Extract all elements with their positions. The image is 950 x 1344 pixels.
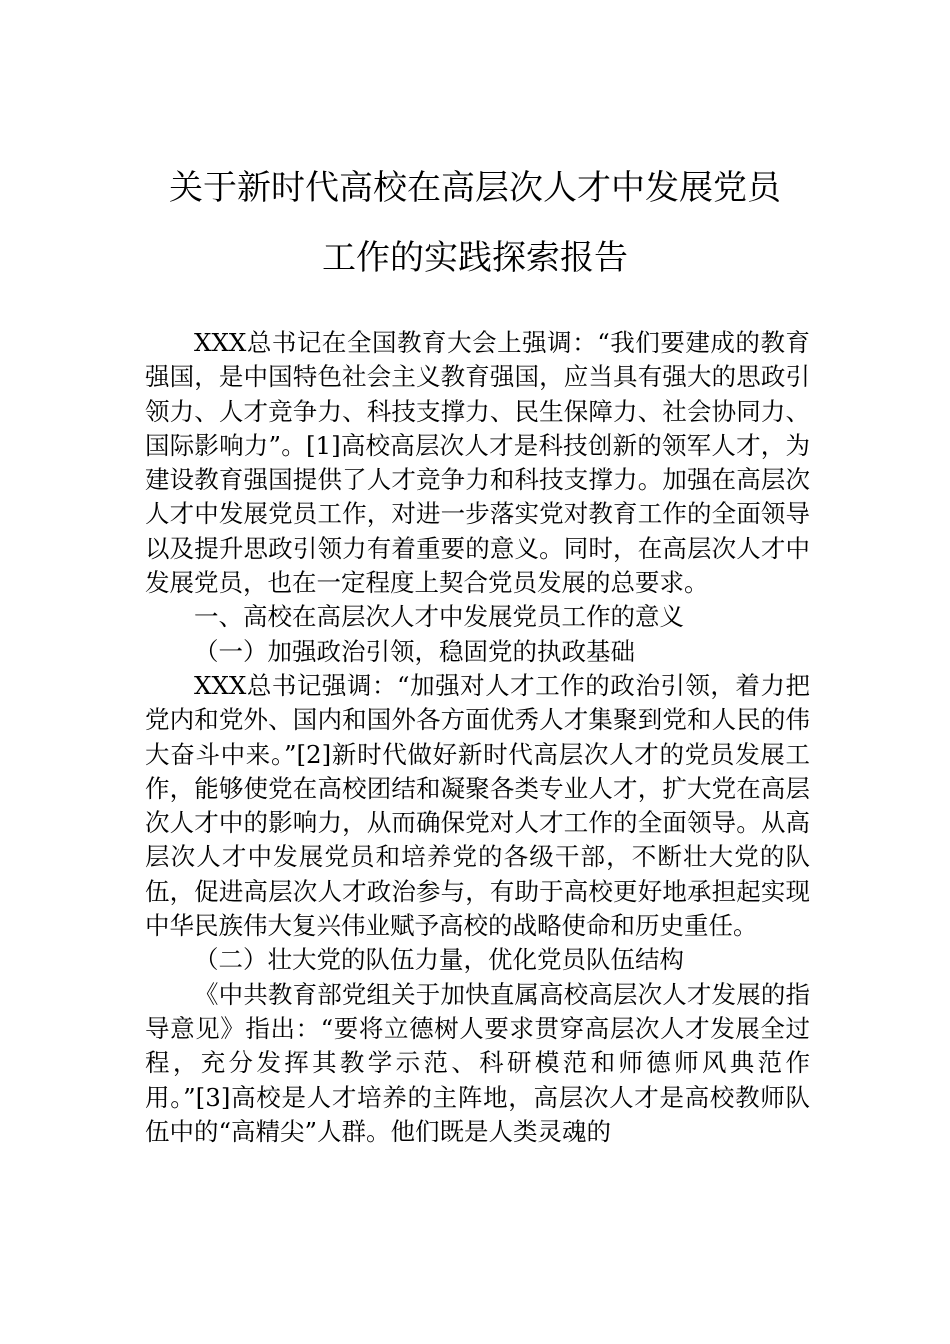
paragraph-political-guidance: XXX总书记强调：“加强对人才工作的政治引领，着力把党内和党外、国内和国外各方面优秀人才集聚到党和人民的伟大奋斗中来。”[2]新时代做好新时代高层次人才的党员发展工作，能够使党在高校团结和凝聚各类专业人才，扩大党在高层次人才中的影响力，从而确保党对人才工作的全面领导。从高层次人才中发展党员和培养党的各级干部，不断壮大党的队伍，促进高层次人才政治参与，有助于高校更好地承担起实现中华民族伟大复兴伟业赋予高校的战略使命和历史重任。 <box>145 670 810 941</box>
subsection-heading-2: （二）壮大党的队伍力量，优化党员队伍结构 <box>194 945 684 975</box>
paragraph-team-strength: 《中共教育部党组关于加快直属高校高层次人才发展的指导意见》指出：“要将立德树人要求贯穿高层次人才发展全过程，充分发挥其教学示范、科研模范和师德师风典范作用。”[3]高校是人才培养的主阵地，高层次人才是高校教师队伍中的“高精尖”人群。他们既是人类灵魂的 <box>145 979 810 1146</box>
document-title-line-1: 关于新时代高校在高层次人才中发展党员 <box>169 168 781 208</box>
document-title-line-2: 工作的实践探索报告 <box>322 238 628 278</box>
section-heading-1: 一、高校在高层次人才中发展党员工作的意义 <box>194 602 684 632</box>
paragraph-intro: XXX总书记在全国教育大会上强调：“我们要建成的教育强国，是中国特色社会主义教育强国，应当具有强大的思政引领力、人才竞争力、科技支撑力、民生保障力、社会协同力、国际影响力”。[1]高校高层次人才是科技创新的领军人才，为建设教育强国提供了人才竞争力和科技支撑力。加强在高层次人才中发展党员工作，对进一步落实党对教育工作的全面领导以及提升思政引领力有着重要的意义。同时，在高层次人才中发展党员，也在一定程度上契合党员发展的总要求。 <box>145 328 810 598</box>
document-body <box>145 326 810 1149</box>
subsection-heading-1: （一）加强政治引领，稳固党的执政基础 <box>194 636 635 666</box>
